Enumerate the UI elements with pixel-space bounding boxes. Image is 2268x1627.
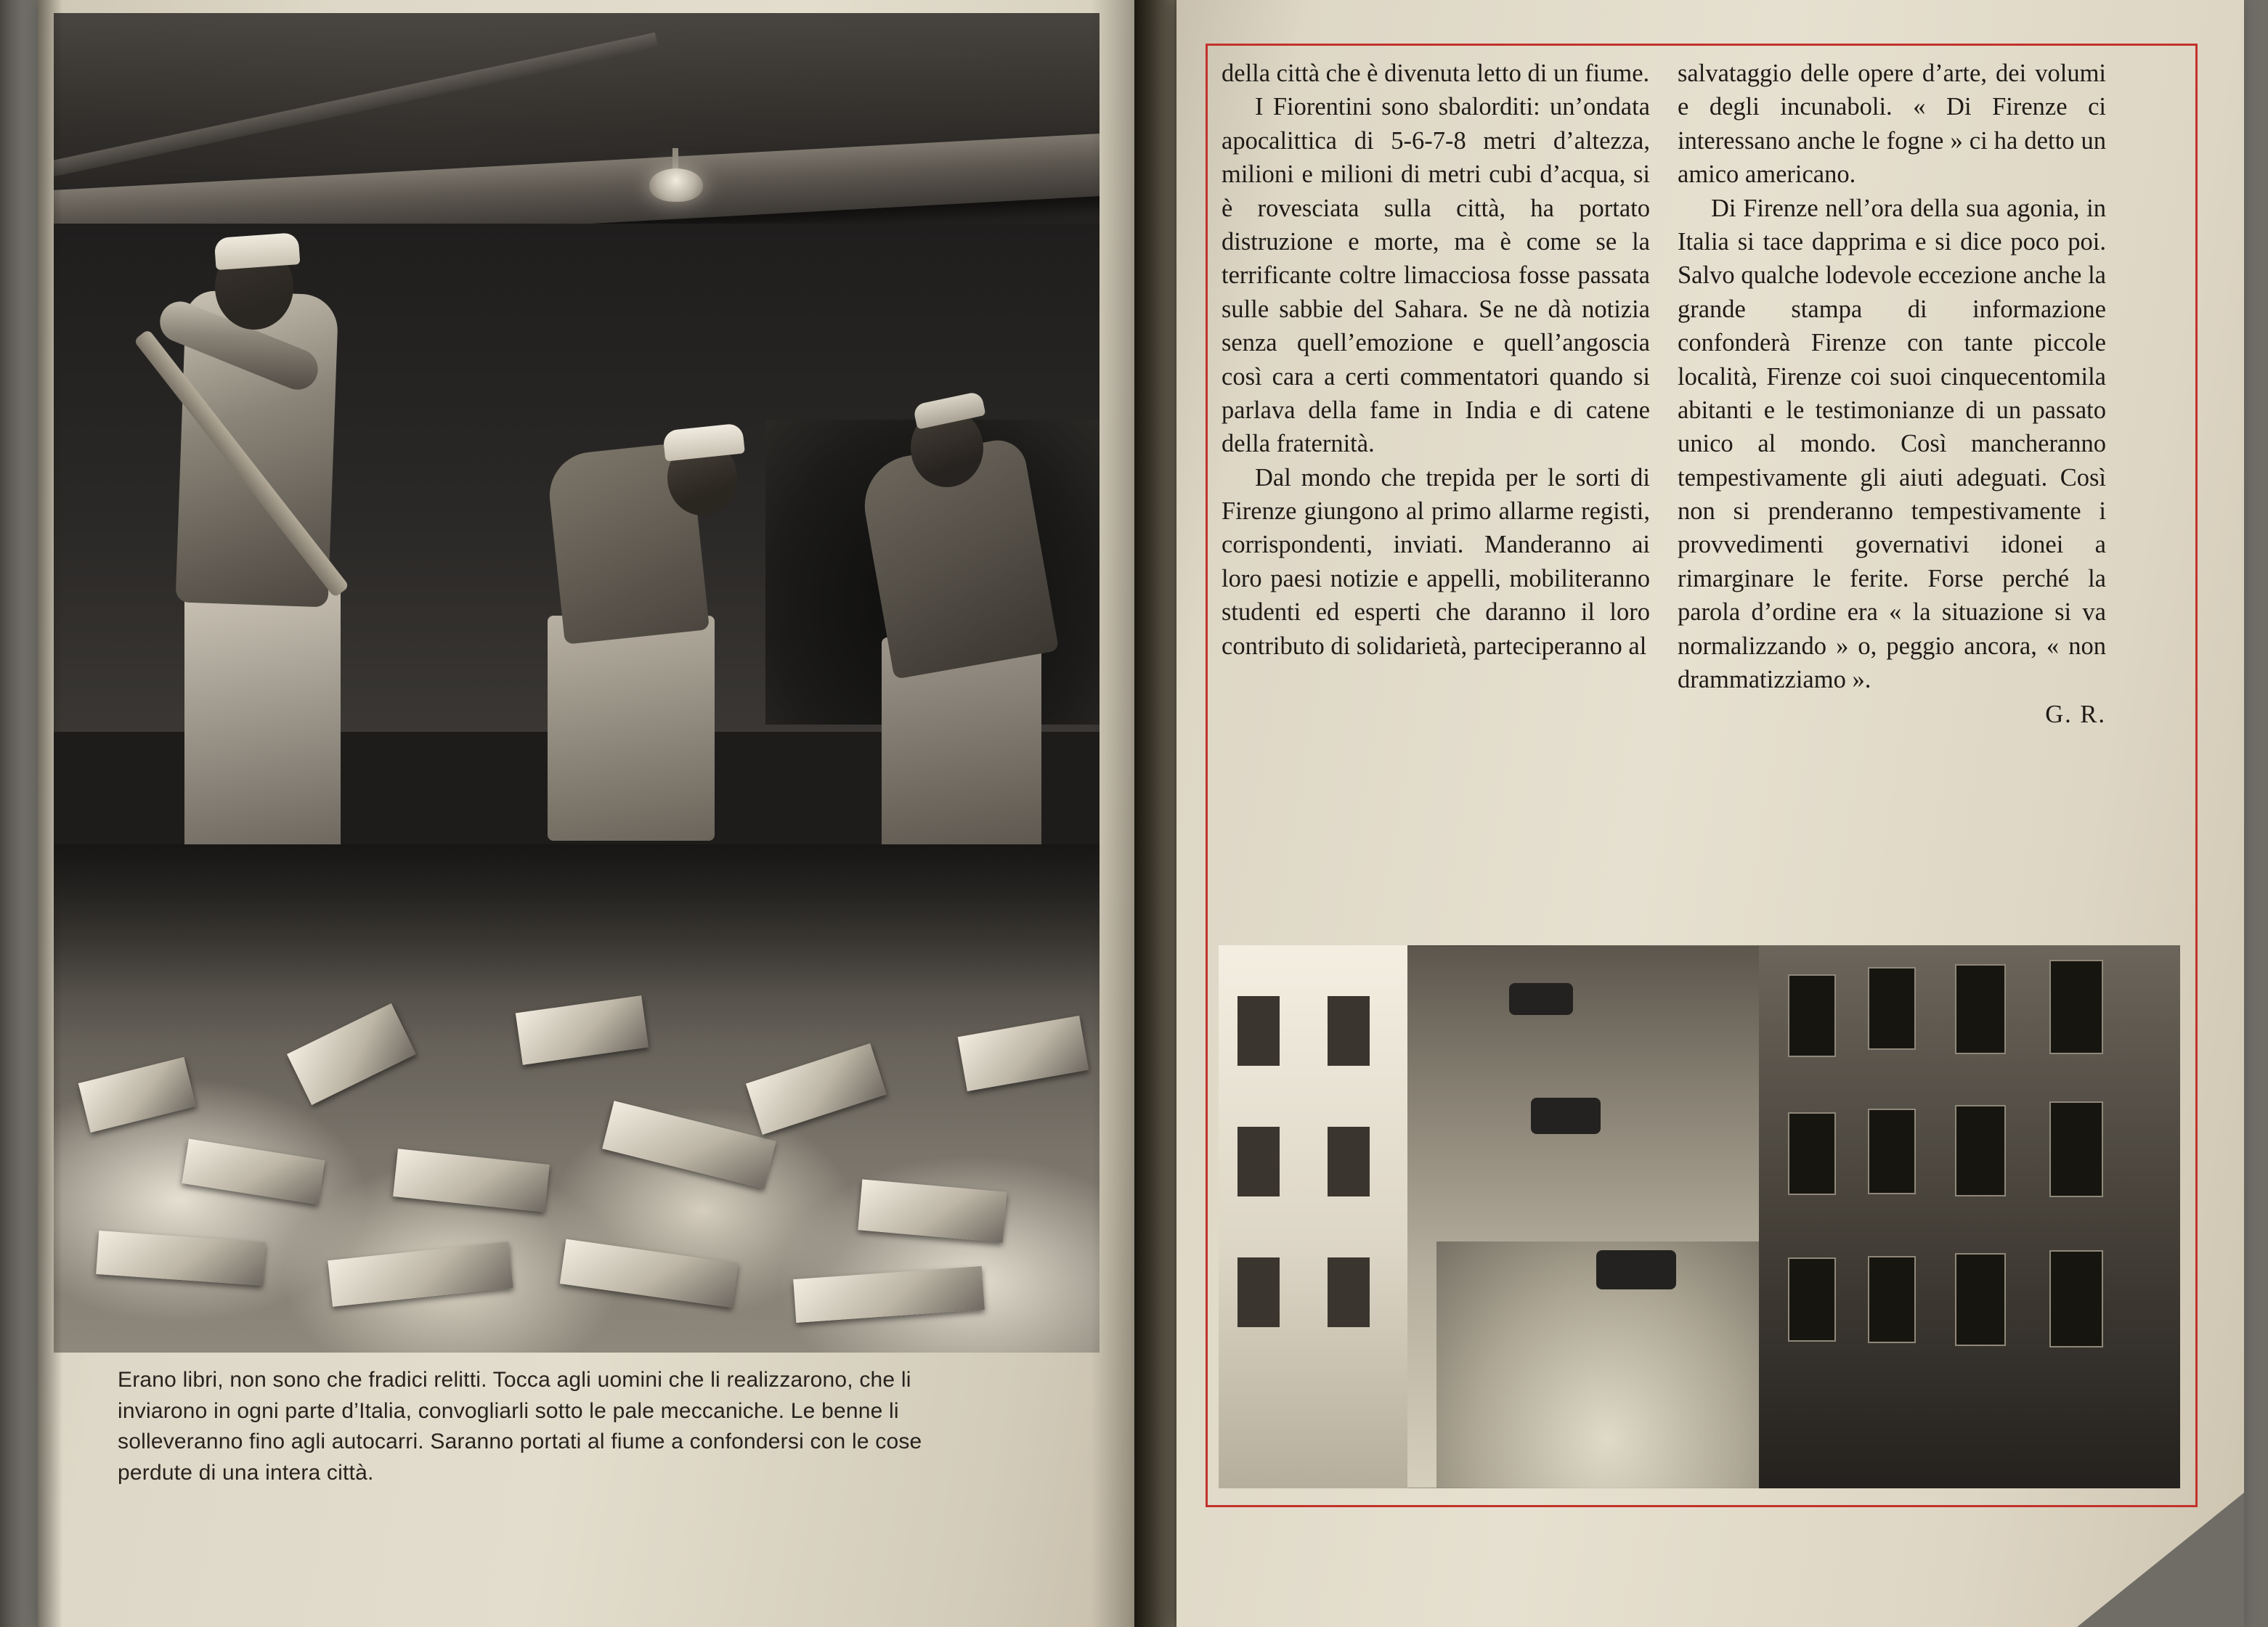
photo-lamp — [649, 168, 703, 202]
debris-chunk — [287, 1003, 416, 1105]
debris-chunk — [746, 1043, 887, 1135]
window — [1868, 1256, 1916, 1343]
text-column-right — [1678, 57, 2106, 732]
debris-chunk — [393, 1149, 550, 1212]
paragraph: della città che è divenuta letto di un fiume. — [1222, 60, 1650, 87]
paragraph: Di Firenze nell’ora della sua agonia, in Italia si tace dapprima e si dice poco poi. Salvo qualche lodevole eccezione anche la grande stampa di informazione confonderà Firenze con tante piccole località, Firenze coi suoi cinquecentomila abitanti e le testimonianze di un passato unico al mondo. Così mancheranno tempestivamente gli aiuti adeguati. Così non si prenderanno tempestivamente i provvedimenti governativi idonei a rimarginare le ferite. Forse perché la parola d’ordine era « la situazione si va normalizzando » o, peggio ancora, « non drammatizziamo ». — [1678, 194, 2106, 694]
window — [2049, 960, 2103, 1054]
author-signature: G. R. — [2045, 701, 2106, 729]
window — [1237, 996, 1280, 1066]
debris-chunk — [958, 1016, 1089, 1091]
photo-flooded-street — [1219, 945, 2180, 1488]
window — [1955, 1253, 2006, 1346]
debris-chunk — [602, 1101, 776, 1189]
left-building — [1219, 945, 1407, 1488]
paragraph: salvataggio delle opere d’arte, dei volumi e degli incunaboli. « Di Firenze ci interessano anche le fogne » ci ha detto un amico americano. — [1678, 60, 2106, 189]
debris-chunk — [182, 1139, 325, 1205]
left-photo-caption: Erano libri, non sono che fradici relitti. Tocca agli uomini che li realizzarono, che li inviarono in ogni parte d’Italia, convogliarli sotto le pale meccaniche. Le benne li solleveranno fino agli autocarri. Saranno portati al fiume a confondersi con le cose perdute di una intera città. — [118, 1368, 922, 1485]
debris-chunk — [96, 1231, 266, 1286]
paragraph: I Fiorentini sono sbalorditi: un’ondata apocalittica di 5-6-7-8 metri d’altezza, milioni e milioni di metri cubi d’acqua, si è rovesciata sulla città, ha portato distruzione e morte, ma è come se la terrificante coltre limacciosa fosse passata sulle sabbie del Sahara. Se ne dà notizia senza quell’emozione e quell’angoscia così cara a certi commentatori quando si parlava della fame in India e di catene della fraternità. — [1222, 93, 1650, 458]
photo-book-debris — [54, 844, 1100, 1353]
debris-chunk — [560, 1239, 739, 1308]
paragraph: Dal mondo che trepida per le sorti di Firenze giungono al primo allarme registi, corrispondenti, inviati. Manderanno ai loro paesi notizie e appelli, mobiliteranno studenti ed esperti che daranno il loro contributo di solidarietà, parteciperanno al — [1222, 463, 1650, 660]
window — [1868, 1109, 1916, 1194]
right-page — [1176, 0, 2244, 1627]
debris-chunk — [793, 1266, 985, 1323]
debris-chunk — [858, 1179, 1007, 1242]
window — [1328, 996, 1370, 1066]
window — [1328, 1257, 1370, 1327]
window — [1237, 1257, 1280, 1327]
window — [1328, 1127, 1370, 1196]
debris-chunk — [78, 1057, 196, 1133]
debris-chunk — [516, 995, 649, 1065]
window — [1788, 1112, 1836, 1195]
debris-chunk — [328, 1241, 513, 1307]
right-building — [1759, 945, 2180, 1488]
window — [1955, 964, 2006, 1054]
window — [1788, 1257, 1836, 1342]
window — [1788, 974, 1836, 1057]
window — [1955, 1105, 2006, 1196]
worker-1-cap — [214, 232, 301, 270]
window — [2049, 1250, 2103, 1347]
text-column-left — [1222, 57, 1650, 663]
submerged-vehicle — [1531, 1098, 1601, 1134]
window — [1237, 1127, 1280, 1196]
left-page — [38, 0, 1156, 1627]
left-page-outer-shadow — [38, 0, 62, 1627]
submerged-vehicle — [1509, 983, 1573, 1015]
page-corner-fold — [2077, 1493, 2244, 1627]
worker-2-legs — [548, 616, 715, 841]
photo-flood-damaged-books — [54, 13, 1100, 1353]
window — [2049, 1101, 2103, 1197]
submerged-vehicle — [1596, 1250, 1676, 1289]
window — [1868, 967, 1916, 1050]
